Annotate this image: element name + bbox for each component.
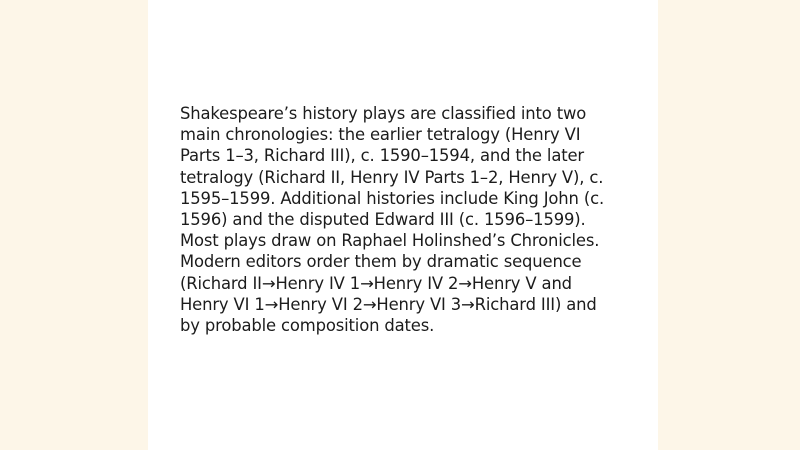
- body-paragraph: Shakespeare’s history plays are classified into two main chronologies: the earlier tetralogy (Henry VI Parts 1–3, Richard III), c. 1590–1594, and the later tetralogy (Richard II, Henry IV Parts 1–2, Henry V), c. 1595–1599. Additional histories include King John (c. 1596) and the disputed Edward III (c. 1596–1599). Most plays draw on Raphael Holinshed’s Chronicles. Modern editors order them by dramatic sequence (Richard II→Henry IV 1→Henry IV 2→Henry V and Henry VI 1→Henry VI 2→Henry VI 3→Richard III) and by probable composition dates.: [180, 104, 605, 336]
- document-page: [148, 0, 658, 450]
